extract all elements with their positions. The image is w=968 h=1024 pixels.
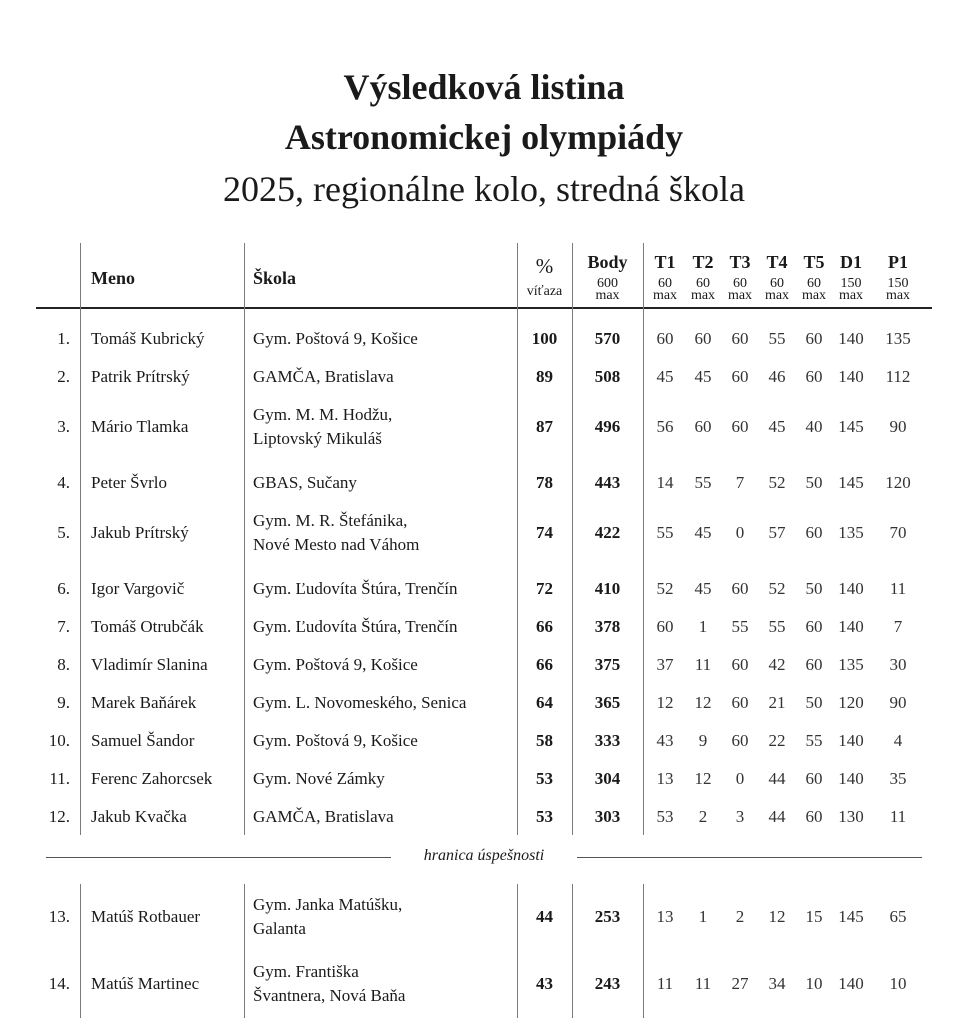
task-score-t2: 2 xyxy=(698,807,708,826)
task-score-t1: 37 xyxy=(656,655,674,674)
task-score-t4: 52 xyxy=(768,473,786,492)
rank: 6. xyxy=(57,579,70,598)
task-score-t2: 12 xyxy=(694,693,712,712)
task-score-p1: 135 xyxy=(885,329,911,348)
task-score-d1: 145 xyxy=(838,417,864,436)
task-score-t3: 55 xyxy=(731,617,749,636)
task-score-t5: 10 xyxy=(805,974,823,993)
task-score-t3: 3 xyxy=(735,807,745,826)
header-percent: % xyxy=(535,254,554,278)
task-score-t3: 60 xyxy=(731,579,749,598)
header-task-max: 60 xyxy=(733,276,747,291)
task-score-d1: 140 xyxy=(838,974,864,993)
task-score-d1: 145 xyxy=(838,473,864,492)
total-points: 243 xyxy=(594,974,621,993)
task-score-t4: 45 xyxy=(768,417,786,436)
header-task-max-label: max xyxy=(885,288,911,303)
rank: 13. xyxy=(48,907,70,926)
school: Gym. Poštová 9, Košice xyxy=(253,329,418,348)
task-score-t5: 60 xyxy=(805,523,823,542)
column-divider xyxy=(572,884,573,1018)
school: Galanta xyxy=(253,919,306,938)
rank: 4. xyxy=(57,473,70,492)
school: Gym. M. R. Štefánika, xyxy=(253,511,408,530)
rank: 10. xyxy=(48,731,70,750)
header-task-t5: T5 xyxy=(803,252,825,272)
task-score-p1: 4 xyxy=(893,731,903,750)
task-score-t1: 45 xyxy=(656,367,674,386)
task-score-t3: 60 xyxy=(731,693,749,712)
header-task-t1: T1 xyxy=(654,252,676,272)
task-score-p1: 35 xyxy=(889,769,907,788)
separator-line-right xyxy=(577,857,922,858)
success-threshold-label: hranica úspešnosti xyxy=(423,847,545,864)
header-task-max-label: max xyxy=(690,288,716,303)
task-score-d1: 120 xyxy=(838,693,864,712)
task-score-t4: 21 xyxy=(768,693,786,712)
task-score-p1: 120 xyxy=(885,473,911,492)
separator-line-left xyxy=(46,857,391,858)
task-score-t2: 11 xyxy=(694,655,712,674)
school: Nové Mesto nad Váhom xyxy=(253,535,420,554)
header-body-max-label: max xyxy=(595,288,620,303)
title-line-3: 2025, regionálne kolo, stredná škola xyxy=(223,169,745,209)
task-score-t2: 12 xyxy=(694,769,712,788)
task-score-t1: 14 xyxy=(656,473,674,492)
task-score-t4: 34 xyxy=(768,974,786,993)
header-body: Body xyxy=(587,252,628,272)
task-score-d1: 140 xyxy=(838,329,864,348)
school: Gym. Nové Zámky xyxy=(253,769,385,788)
task-score-t5: 15 xyxy=(805,907,823,926)
task-score-t4: 52 xyxy=(768,579,786,598)
task-score-t5: 60 xyxy=(805,769,823,788)
percent-of-winner: 72 xyxy=(536,579,553,598)
task-score-d1: 140 xyxy=(838,617,864,636)
header-task-max-label: max xyxy=(764,288,790,303)
school: Gym. Poštová 9, Košice xyxy=(253,731,418,750)
task-score-t4: 44 xyxy=(768,807,786,826)
total-points: 365 xyxy=(594,693,621,712)
header-task-max: 60 xyxy=(807,276,821,291)
task-score-t1: 55 xyxy=(656,523,674,542)
header-meno: Meno xyxy=(91,268,135,288)
percent-of-winner: 44 xyxy=(536,907,553,926)
column-divider xyxy=(244,243,245,835)
header-task-t3: T3 xyxy=(729,252,751,272)
percent-of-winner: 43 xyxy=(536,974,553,993)
name: Tomáš Otrubčák xyxy=(91,617,204,636)
percent-of-winner: 87 xyxy=(536,417,553,436)
task-score-d1: 140 xyxy=(838,731,864,750)
task-score-t1: 12 xyxy=(656,693,674,712)
task-score-d1: 130 xyxy=(838,807,864,826)
header-body-max: 600 xyxy=(597,276,618,291)
school: Gym. Ľudovíta Štúra, Trenčín xyxy=(253,579,458,598)
task-score-t2: 60 xyxy=(694,329,712,348)
task-score-p1: 70 xyxy=(889,523,907,542)
percent-of-winner: 66 xyxy=(536,617,553,636)
rank: 5. xyxy=(57,523,70,542)
task-score-t4: 55 xyxy=(768,329,786,348)
school: Gym. M. M. Hodžu, xyxy=(253,405,393,424)
header-rule xyxy=(36,307,932,309)
school: Gym. Františka xyxy=(253,962,359,981)
task-score-p1: 65 xyxy=(889,907,907,926)
school: GAMČA, Bratislava xyxy=(253,367,394,386)
school: Gym. L. Novomeského, Senica xyxy=(253,693,467,712)
header-percent-sub: víťaza xyxy=(526,284,563,299)
task-score-p1: 10 xyxy=(889,974,907,993)
total-points: 443 xyxy=(594,473,621,492)
percent-of-winner: 53 xyxy=(536,769,553,788)
total-points: 375 xyxy=(594,655,621,674)
task-score-d1: 140 xyxy=(838,579,864,598)
task-score-t2: 55 xyxy=(694,473,712,492)
total-points: 333 xyxy=(594,731,621,750)
task-score-t2: 1 xyxy=(698,617,708,636)
task-score-t1: 60 xyxy=(656,329,674,348)
name: Vladimír Slanina xyxy=(91,655,208,674)
rank: 12. xyxy=(48,807,70,826)
total-points: 303 xyxy=(594,807,621,826)
column-divider xyxy=(80,243,81,835)
column-divider xyxy=(572,243,573,835)
total-points: 508 xyxy=(594,367,621,386)
total-points: 422 xyxy=(594,523,621,542)
task-score-p1: 30 xyxy=(889,655,907,674)
task-score-t4: 55 xyxy=(768,617,786,636)
school: Liptovský Mikuláš xyxy=(253,429,382,448)
task-score-t1: 56 xyxy=(656,417,674,436)
task-score-t2: 60 xyxy=(694,417,712,436)
column-divider xyxy=(244,884,245,1018)
name: Igor Vargovič xyxy=(91,579,185,598)
task-score-t1: 11 xyxy=(656,974,674,993)
task-score-t5: 60 xyxy=(805,617,823,636)
rank: 1. xyxy=(57,329,70,348)
task-score-t5: 50 xyxy=(805,473,823,492)
percent-of-winner: 74 xyxy=(536,523,553,542)
header-task-p1: P1 xyxy=(888,252,908,272)
rank: 8. xyxy=(57,655,70,674)
name: Mário Tlamka xyxy=(91,417,189,436)
task-score-t2: 1 xyxy=(698,907,708,926)
header-task-d1: D1 xyxy=(840,252,862,272)
name: Jakub Prítrský xyxy=(91,523,189,542)
total-points: 410 xyxy=(594,579,621,598)
task-score-t2: 11 xyxy=(694,974,712,993)
column-divider xyxy=(517,243,518,835)
task-score-t4: 44 xyxy=(768,769,786,788)
total-points: 570 xyxy=(594,329,621,348)
column-divider xyxy=(643,884,644,1018)
school: Švantnera, Nová Baňa xyxy=(253,986,406,1005)
task-score-t1: 13 xyxy=(656,907,674,926)
task-score-t2: 45 xyxy=(694,579,712,598)
task-score-t3: 60 xyxy=(731,655,749,674)
task-score-t4: 22 xyxy=(768,731,786,750)
total-points: 304 xyxy=(594,769,621,788)
task-score-t5: 50 xyxy=(805,579,823,598)
task-score-d1: 135 xyxy=(838,655,864,674)
task-score-t3: 60 xyxy=(731,417,749,436)
total-points: 378 xyxy=(594,617,621,636)
task-score-t3: 2 xyxy=(735,907,745,926)
task-score-d1: 135 xyxy=(838,523,864,542)
task-score-t1: 52 xyxy=(656,579,674,598)
rank: 9. xyxy=(57,693,70,712)
header-task-max-label: max xyxy=(727,288,753,303)
percent-of-winner: 89 xyxy=(536,367,553,386)
task-score-p1: 112 xyxy=(885,367,911,386)
task-score-d1: 145 xyxy=(838,907,864,926)
task-score-p1: 90 xyxy=(889,693,907,712)
task-score-t3: 0 xyxy=(735,769,745,788)
total-points: 253 xyxy=(594,907,621,926)
name: Jakub Kvačka xyxy=(91,807,187,826)
name: Marek Baňárek xyxy=(91,693,197,712)
task-score-t5: 60 xyxy=(805,329,823,348)
header-task-max: 60 xyxy=(770,276,784,291)
name: Tomáš Kubrický xyxy=(91,329,205,348)
task-score-t5: 50 xyxy=(805,693,823,712)
school: GBAS, Sučany xyxy=(253,473,357,492)
task-score-t3: 60 xyxy=(731,329,749,348)
task-score-t5: 40 xyxy=(805,417,823,436)
task-score-t5: 60 xyxy=(805,367,823,386)
name: Peter Švrlo xyxy=(91,473,168,492)
task-score-t2: 45 xyxy=(694,367,712,386)
header-task-max: 60 xyxy=(658,276,672,291)
school: Gym. Janka Matúšku, xyxy=(253,895,403,914)
task-score-p1: 11 xyxy=(889,579,907,598)
task-score-t1: 43 xyxy=(656,731,674,750)
task-score-t4: 42 xyxy=(768,655,786,674)
header-task-t2: T2 xyxy=(692,252,714,272)
name: Samuel Šandor xyxy=(91,731,195,750)
rank: 2. xyxy=(57,367,70,386)
task-score-t5: 55 xyxy=(805,731,823,750)
task-score-t5: 60 xyxy=(805,655,823,674)
rank: 3. xyxy=(57,417,70,436)
task-score-t1: 60 xyxy=(656,617,674,636)
task-score-t3: 27 xyxy=(731,974,749,993)
header-task-max: 150 xyxy=(840,276,862,291)
rank: 14. xyxy=(48,974,70,993)
task-score-t1: 13 xyxy=(656,769,674,788)
header-task-max: 150 xyxy=(887,276,909,291)
header-task-max-label: max xyxy=(801,288,827,303)
percent-of-winner: 78 xyxy=(536,473,553,492)
header-task-t4: T4 xyxy=(766,252,788,272)
task-score-t2: 45 xyxy=(694,523,712,542)
header-task-max-label: max xyxy=(838,288,864,303)
percent-of-winner: 100 xyxy=(531,329,558,348)
task-score-t2: 9 xyxy=(698,731,708,750)
task-score-t3: 60 xyxy=(731,367,749,386)
task-score-p1: 7 xyxy=(893,617,903,636)
school: GAMČA, Bratislava xyxy=(253,807,394,826)
column-divider xyxy=(517,884,518,1018)
task-score-t3: 60 xyxy=(731,731,749,750)
percent-of-winner: 53 xyxy=(536,807,553,826)
title-line-2: Astronomickej olympiády xyxy=(284,117,684,157)
title-line-1: Výsledková listina xyxy=(343,67,625,107)
name: Matúš Martinec xyxy=(91,974,200,993)
name: Matúš Rotbauer xyxy=(91,907,201,926)
percent-of-winner: 64 xyxy=(536,693,553,712)
school: Gym. Ľudovíta Štúra, Trenčín xyxy=(253,617,458,636)
task-score-d1: 140 xyxy=(838,367,864,386)
column-divider xyxy=(80,884,81,1018)
task-score-t5: 60 xyxy=(805,807,823,826)
task-score-t1: 53 xyxy=(656,807,674,826)
task-score-t3: 0 xyxy=(735,523,745,542)
total-points: 496 xyxy=(594,417,621,436)
task-score-t3: 7 xyxy=(735,473,745,492)
percent-of-winner: 58 xyxy=(536,731,553,750)
column-divider xyxy=(643,243,644,835)
rank: 7. xyxy=(57,617,70,636)
task-score-p1: 11 xyxy=(889,807,907,826)
rank: 11. xyxy=(49,769,70,788)
name: Ferenc Zahorcsek xyxy=(91,769,213,788)
school: Gym. Poštová 9, Košice xyxy=(253,655,418,674)
task-score-t4: 12 xyxy=(768,907,786,926)
name: Patrik Prítrský xyxy=(91,367,190,386)
task-score-t4: 46 xyxy=(768,367,786,386)
task-score-t4: 57 xyxy=(768,523,786,542)
header-task-max-label: max xyxy=(652,288,678,303)
task-score-d1: 140 xyxy=(838,769,864,788)
header-skola: Škola xyxy=(253,268,297,288)
percent-of-winner: 66 xyxy=(536,655,553,674)
task-score-p1: 90 xyxy=(889,417,907,436)
header-task-max: 60 xyxy=(696,276,710,291)
